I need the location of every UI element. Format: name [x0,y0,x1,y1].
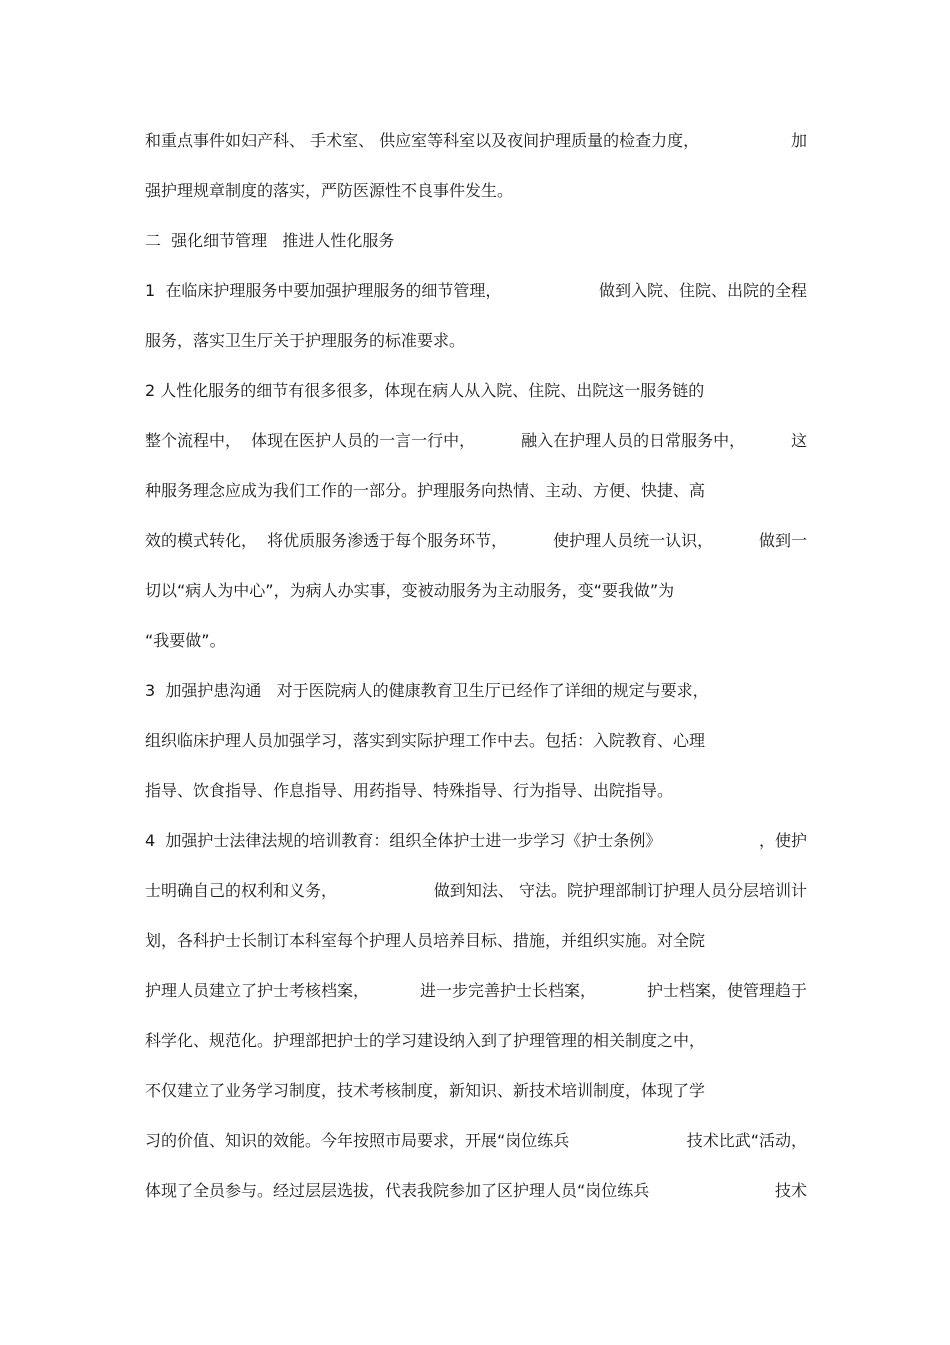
text-segment: 整个流程中， 体现在医护人员的一言一行中， [145,431,476,450]
text-segment: 护理人员建立了护士考核档案， [145,981,370,1000]
text-segment: 护士档案，使管理趋于 [646,981,807,1000]
text-line [145,1131,807,1151]
text-segment: 做到一 [758,531,807,550]
text-segment: 体现了全员参与。经过层层选拔，代表我院参加了区护理人员“岗位练兵 [145,1181,650,1200]
text-segment: 做到入院、住院、出院的全程 [598,281,807,300]
text-line: 切以“病人为中心”，为病人办实事，变被动服务为主动服务，变“要我做”为 [145,581,675,600]
text-segment: 习的价值、知识的效能。今年按照市局要求，开展“岗位练兵 [145,1131,570,1150]
text-line: 指导、饮食指导、作息指导、用药指导、特殊指导、行为指导、出院指导。 [145,781,674,800]
text-line: 组织临床护理人员加强学习，落实到实际护理工作中去。包括：入院教育、心理 [145,731,706,750]
text-line [145,881,807,901]
text-segment: 使护理人员统一认识， [553,531,714,550]
text-segment: 效的模式转化， 将优质服务渗透于每个服务环节， [145,531,508,550]
text-segment: 这 [790,431,807,450]
text-line: 2 人性化服务的细节有很多很多，体现在病人从入院、住院、出院这一服务链的 [145,381,705,400]
text-line [145,131,807,151]
text-segment: 技术 [774,1181,807,1200]
text-line [145,981,807,1001]
section-heading: 二 强化细节管理 推进人性化服务 [145,231,395,250]
text-line: 服务，落实卫生厅关于护理服务的标准要求。 [145,331,466,350]
text-line [145,431,807,451]
text-segment: ，使护 [758,831,807,850]
text-line: “我要做”。 [145,631,226,650]
text-segment: 士明确自己的权利和义务， [145,881,338,900]
text-line [145,831,807,851]
text-segment: 加 [790,131,807,150]
text-line: 3 加强护患沟通 对于医院病人的健康教育卫生厅已经作了详细的规定与要求， [145,681,709,700]
text-line: 科学化、规范化。护理部把护士的学习建设纳入到了护理管理的相关制度之中， [145,1031,706,1050]
text-segment: 进一步完善护士长档案， [419,981,596,1000]
text-line: 不仅建立了业务学习制度，技术考核制度，新知识、新技术培训制度，体现了学 [145,1081,706,1100]
text-line [145,281,807,301]
text-segment: 4 加强护士法律法规的培训教育：组织全体护士进一步学习《护士条例》 [145,831,662,850]
text-segment: 技术比武“活动， [686,1131,807,1150]
text-segment: 和重点事件如妇产科、 手术室、 供应室等科室以及夜间护理质量的检查力度， [145,131,700,150]
text-segment: 1 在临床护理服务中要加强护理服务的细节管理， [145,281,502,300]
text-line: 强护理规章制度的落实，严防医源性不良事件发生。 [145,181,514,200]
text-segment: 做到知法、 守法。院护理部制订护理人员分层培训计 [433,881,807,900]
text-line: 种服务理念应成为我们工作的一部分。护理服务向热情、主动、方便、快捷、高 [145,481,706,500]
text-line [145,1181,807,1201]
text-segment: 融入在护理人员的日常服务中， [521,431,746,450]
text-line [145,531,807,551]
text-line: 划，各科护士长制订本科室每个护理人员培养目标、措施，并组织实施。对全院 [145,931,706,950]
